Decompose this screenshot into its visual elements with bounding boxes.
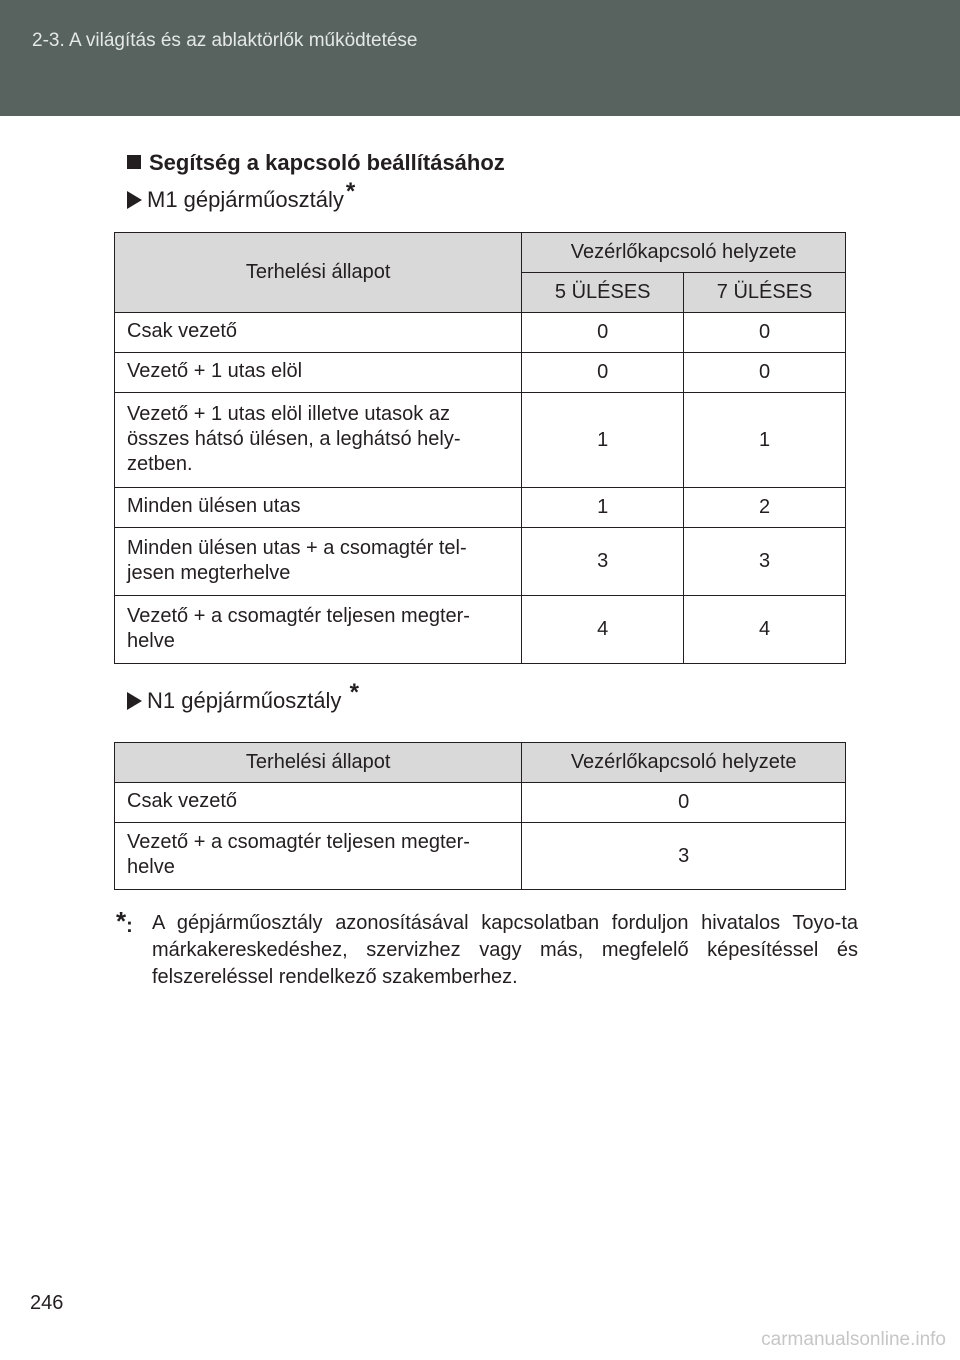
row-value-7: 2 xyxy=(684,488,846,528)
n1-table xyxy=(114,742,846,890)
table-row xyxy=(115,353,846,393)
m1-header-state: Terhelési állapot xyxy=(115,233,522,313)
section-heading-text: Segítség a kapcsoló beállításához xyxy=(149,150,505,175)
row-value-5: 1 xyxy=(522,488,684,528)
footnote-star: * xyxy=(116,906,127,936)
row-state: Vezető + 1 utas elöl illetve utasok az összes hátsó ülésen, a leghátsó hely-zetben. xyxy=(115,393,522,488)
row-value-5: 0 xyxy=(522,313,684,353)
row-value-7: 0 xyxy=(684,353,846,393)
row-value-7: 3 xyxy=(684,528,846,596)
m1-header-7-seat: 7 ÜLÉSES xyxy=(684,273,846,313)
m1-label: M1 gépjárműosztály xyxy=(147,187,344,212)
table-row xyxy=(115,823,846,890)
table-row xyxy=(115,596,846,664)
row-value: 3 xyxy=(522,823,846,890)
page-number: 246 xyxy=(30,1292,64,1314)
table-row xyxy=(115,783,846,823)
row-value-7: 4 xyxy=(684,596,846,664)
n1-header-state: Terhelési állapot xyxy=(115,743,522,783)
row-value-5: 0 xyxy=(522,353,684,393)
footnote-marker xyxy=(116,906,133,940)
triangle-bullet-icon xyxy=(127,191,142,209)
m1-table xyxy=(114,232,846,664)
table-row xyxy=(115,393,846,488)
n1-star-marker: * xyxy=(349,679,359,706)
row-state: Vezető + a csomagtér teljesen megter-helve xyxy=(115,596,522,664)
table-row xyxy=(115,528,846,596)
footnote-text: A gépjárműosztály azonosításával kapcsolatban forduljon hivatalos Toyo-ta márkakereskedéshez, szervizhez vagy más, megfelelő képesítéssel és felszereléssel rendelkező szakemberhez. xyxy=(152,912,858,988)
page-header xyxy=(0,0,960,116)
row-state: Minden ülésen utas + a csomagtér tel-jesen megterhelve xyxy=(115,528,522,596)
m1-subsection-title xyxy=(127,178,356,214)
m1-header-5-seat: 5 ÜLÉSES xyxy=(522,273,684,313)
watermark: carmanualsonline.info xyxy=(761,1329,946,1350)
m1-header-position: Vezérlőkapcsoló helyzete xyxy=(522,233,846,273)
footnote xyxy=(116,906,858,991)
row-value-5: 1 xyxy=(522,393,684,488)
row-value-5: 3 xyxy=(522,528,684,596)
footnote-colon: : xyxy=(126,915,133,937)
row-state: Csak vezető xyxy=(115,313,522,353)
triangle-bullet-icon xyxy=(127,692,142,710)
row-state: Vezető + 1 utas elöl xyxy=(115,353,522,393)
row-state: Vezető + a csomagtér teljesen megter-helve xyxy=(115,823,522,890)
row-state: Csak vezető xyxy=(115,783,522,823)
m1-star-marker: * xyxy=(345,178,356,205)
n1-label: N1 gépjárműosztály xyxy=(147,688,342,713)
row-value-7: 1 xyxy=(684,393,846,488)
row-value: 0 xyxy=(522,783,846,823)
n1-subsection-title xyxy=(127,679,359,715)
square-bullet-icon xyxy=(127,155,141,169)
row-value-7: 0 xyxy=(684,313,846,353)
table-row xyxy=(115,488,846,528)
row-state: Minden ülésen utas xyxy=(115,488,522,528)
table-row xyxy=(115,313,846,353)
header-title: 2-3. A világítás és az ablaktörlők működtetése xyxy=(32,30,418,51)
section-heading xyxy=(127,150,505,176)
n1-header-position: Vezérlőkapcsoló helyzete xyxy=(522,743,846,783)
row-value-5: 4 xyxy=(522,596,684,664)
